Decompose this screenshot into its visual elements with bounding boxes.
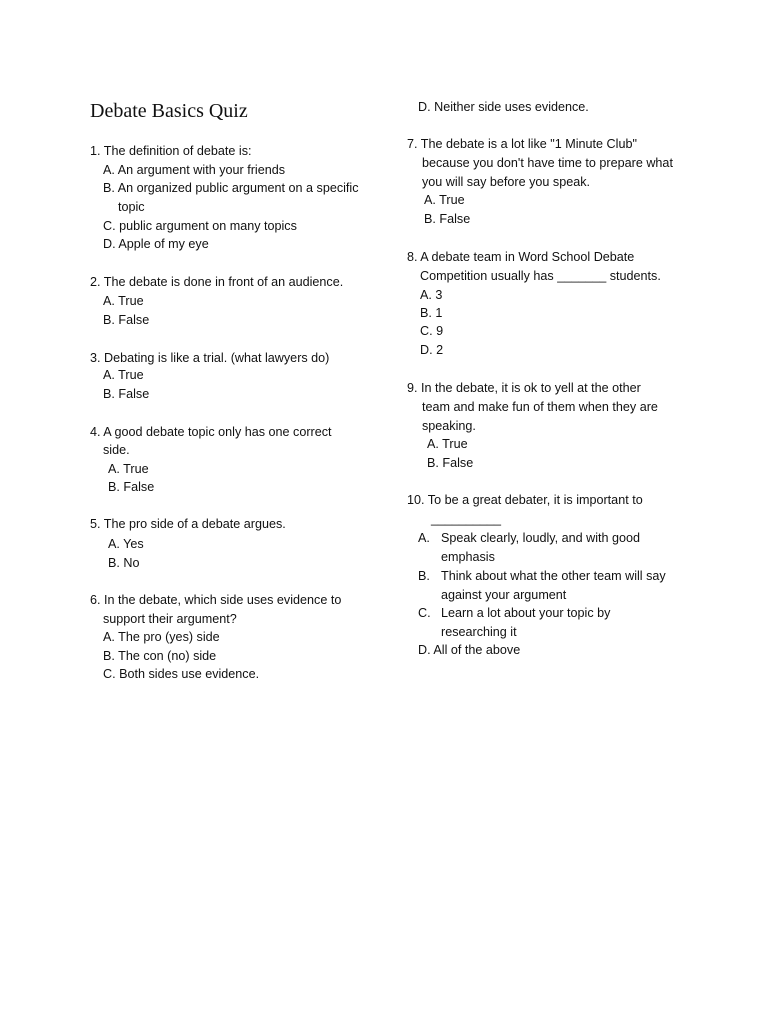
question-4-option-a: A. True: [108, 462, 149, 476]
question-10-option-b: Think about what the other team will say: [441, 569, 666, 583]
question-5-option-a: A. Yes: [108, 537, 144, 551]
question-4-option-b: B. False: [108, 480, 155, 494]
question-6-option-c: C. Both sides use evidence.: [103, 667, 260, 681]
question-10-option-b-continued: against your argument: [441, 588, 567, 602]
question-3-stem: 3. Debating is like a trial. (what lawyers do): [90, 351, 330, 365]
question-8-stem-continued: Competition usually has _______ students.: [420, 269, 661, 283]
question-6-option-b: B. The con (no) side: [103, 649, 217, 663]
question-10-blank: __________: [431, 512, 502, 526]
question-1-option-b-continued: topic: [118, 200, 145, 214]
question-1-option-d: D. Apple of my eye: [103, 237, 209, 251]
page-title: Debate Basics Quiz: [90, 100, 248, 122]
question-10-option-c: Learn a lot about your topic by: [441, 606, 611, 620]
question-10-option-d: D. All of the above: [418, 643, 521, 657]
question-10-option-c-label: C.: [418, 606, 431, 620]
question-9-stem: 9. In the debate, it is ok to yell at the other: [407, 381, 641, 395]
question-10-option-c-continued: researching it: [441, 625, 517, 639]
question-2-stem: 2. The debate is done in front of an audience.: [90, 275, 344, 289]
question-2-option-a: A. True: [103, 294, 144, 308]
question-1-option-b: B. An organized public argument on a specific: [103, 181, 359, 195]
question-6-stem-continued: support their argument?: [103, 612, 237, 626]
question-7-stem: 7. The debate is a lot like "1 Minute Club": [407, 137, 637, 151]
question-10-option-a-label: A.: [418, 531, 430, 545]
question-10-option-a-continued: emphasis: [441, 550, 495, 564]
question-10-option-b-label: B.: [418, 569, 430, 583]
question-6-option-a: A. The pro (yes) side: [103, 630, 220, 644]
question-1-stem: 1. The definition of debate is:: [90, 144, 252, 158]
question-8-stem: 8. A debate team in Word School Debate: [407, 250, 635, 264]
question-2-option-b: B. False: [103, 313, 150, 327]
question-1-option-a: A. An argument with your friends: [103, 163, 286, 177]
question-7-option-b: B. False: [424, 212, 471, 226]
question-6-stem: 6. In the debate, which side uses evidence to: [90, 593, 342, 607]
question-4-stem: 4. A good debate topic only has one correct: [90, 425, 332, 439]
question-8-option-d: D. 2: [420, 343, 444, 357]
question-8-option-b: B. 1: [420, 306, 443, 320]
question-8-option-a: A. 3: [420, 288, 443, 302]
question-9-stem-continued: team and make fun of them when they are: [422, 400, 658, 414]
question-7-stem-end: you will say before you speak.: [422, 175, 591, 189]
question-6-option-d: D. Neither side uses evidence.: [418, 100, 589, 114]
question-5-option-b: B. No: [108, 556, 140, 570]
question-5-stem: 5. The pro side of a debate argues.: [90, 517, 286, 531]
question-9-stem-end: speaking.: [422, 419, 476, 433]
question-10-stem: 10. To be a great debater, it is important to: [407, 493, 643, 507]
question-7-stem-continued: because you don't have time to prepare what: [422, 156, 673, 170]
question-3-option-a: A. True: [103, 368, 144, 382]
question-9-option-b: B. False: [427, 456, 474, 470]
question-9-option-a: A. True: [427, 437, 468, 451]
question-7-option-a: A. True: [424, 193, 465, 207]
question-10-option-a: Speak clearly, loudly, and with good: [441, 531, 641, 545]
question-3-option-b: B. False: [103, 387, 150, 401]
question-4-stem-continued: side.: [103, 443, 130, 457]
question-8-option-c: C. 9: [420, 324, 444, 338]
question-1-option-c: C. public argument on many topics: [103, 219, 297, 233]
